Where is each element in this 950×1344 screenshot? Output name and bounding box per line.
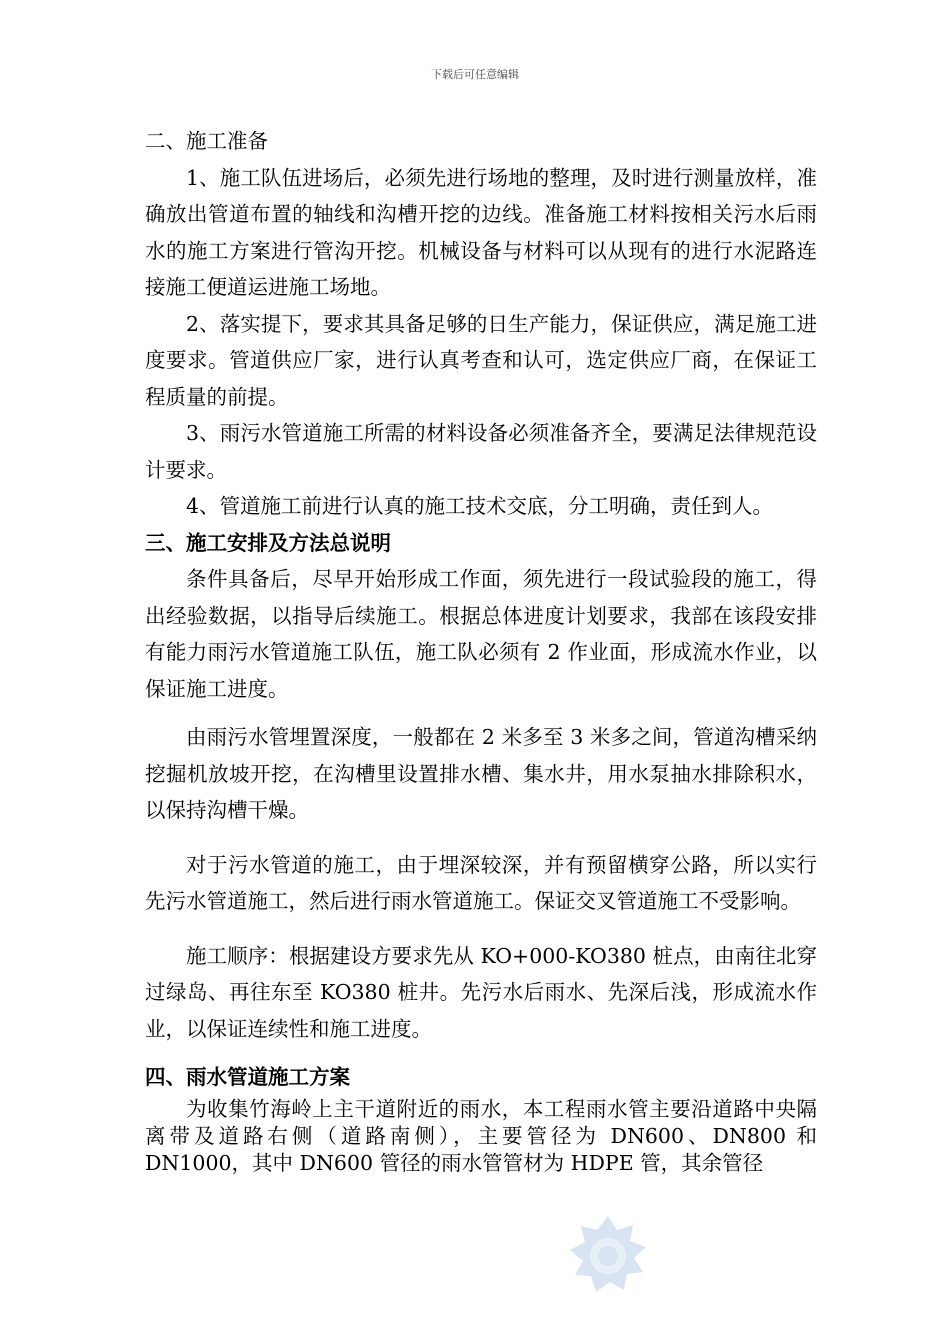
watermark-logo-icon: [566, 1214, 650, 1298]
paragraph: 3、雨污水管道施工所需的材料设备必须准备齐全，要满足法律规范设计要求。: [145, 421, 817, 482]
page-header: 下载后可任意编辑: [431, 68, 519, 81]
paragraph: 1、施工队伍进场后，必须先进行场地的整理，及时进行测量放样，准确放出管道布置的轴线和沟槽开挖的边线。准备施工材料按相关污水后雨水的施工方案进行管沟开挖。机械设备与材料可以从现有的进行水泥路连接施工便道运进施工场地。: [145, 165, 817, 299]
document-body: [145, 123, 817, 1177]
paragraph: 4、管道施工前进行认真的施工技术交底，分工明确，责任到人。: [186, 494, 774, 518]
paragraph: 2、落实提下，要求其具备足够的日生产能力，保证供应，满足施工进度要求。管道供应厂家，进行认真考查和认可，选定供应厂商，在保证工程质量的前提。: [145, 311, 817, 409]
paragraph: 为收集竹海岭上主干道附近的雨水，本工程雨水管主要沿道路中央隔离带及道路右侧（道路南侧），主要管径为 DN600、DN800 和 DN1000，其中 DN600 管径的雨水管管材为 HDPE 管，其余管径: [145, 1096, 817, 1175]
section-title-2: 二、施工准备: [145, 129, 268, 153]
paragraph: 由雨污水管埋置深度，一般都在 2 米多至 3 米多之间，管道沟槽采纳挖掘机放坡开挖，在沟槽里设置排水槽、集水井，用水泵抽水排除积水，以保持沟槽干燥。: [145, 725, 817, 822]
section-title-3: 三、施工安排及方法总说明: [145, 530, 391, 555]
paragraph: 施工顺序：根据建设方要求先从 KO+000-KO380 桩点，由南往北穿过绿岛、再往东至 KO380 桩井。先污水后雨水、先深后浅，形成流水作业，以保证连续性和施工进度。: [145, 943, 817, 1041]
paragraph: 条件具备后，尽早开始形成工作面，须先进行一段试验段的施工，得出经验数据，以指导后续施工。根据总体进度计划要求，我部在该段安排有能力雨污水管道施工队伍，施工队必须有 2 作业面，形成流水作业，以保证施工进度。: [145, 567, 817, 701]
paragraph: 对于污水管道的施工，由于埋深较深，并有预留横穿公路，所以实行先污水管道施工，然后进行雨水管道施工。保证交叉管道施工不受影响。: [145, 852, 817, 913]
section-title-4: 四、雨水管道施工方案: [145, 1065, 350, 1089]
